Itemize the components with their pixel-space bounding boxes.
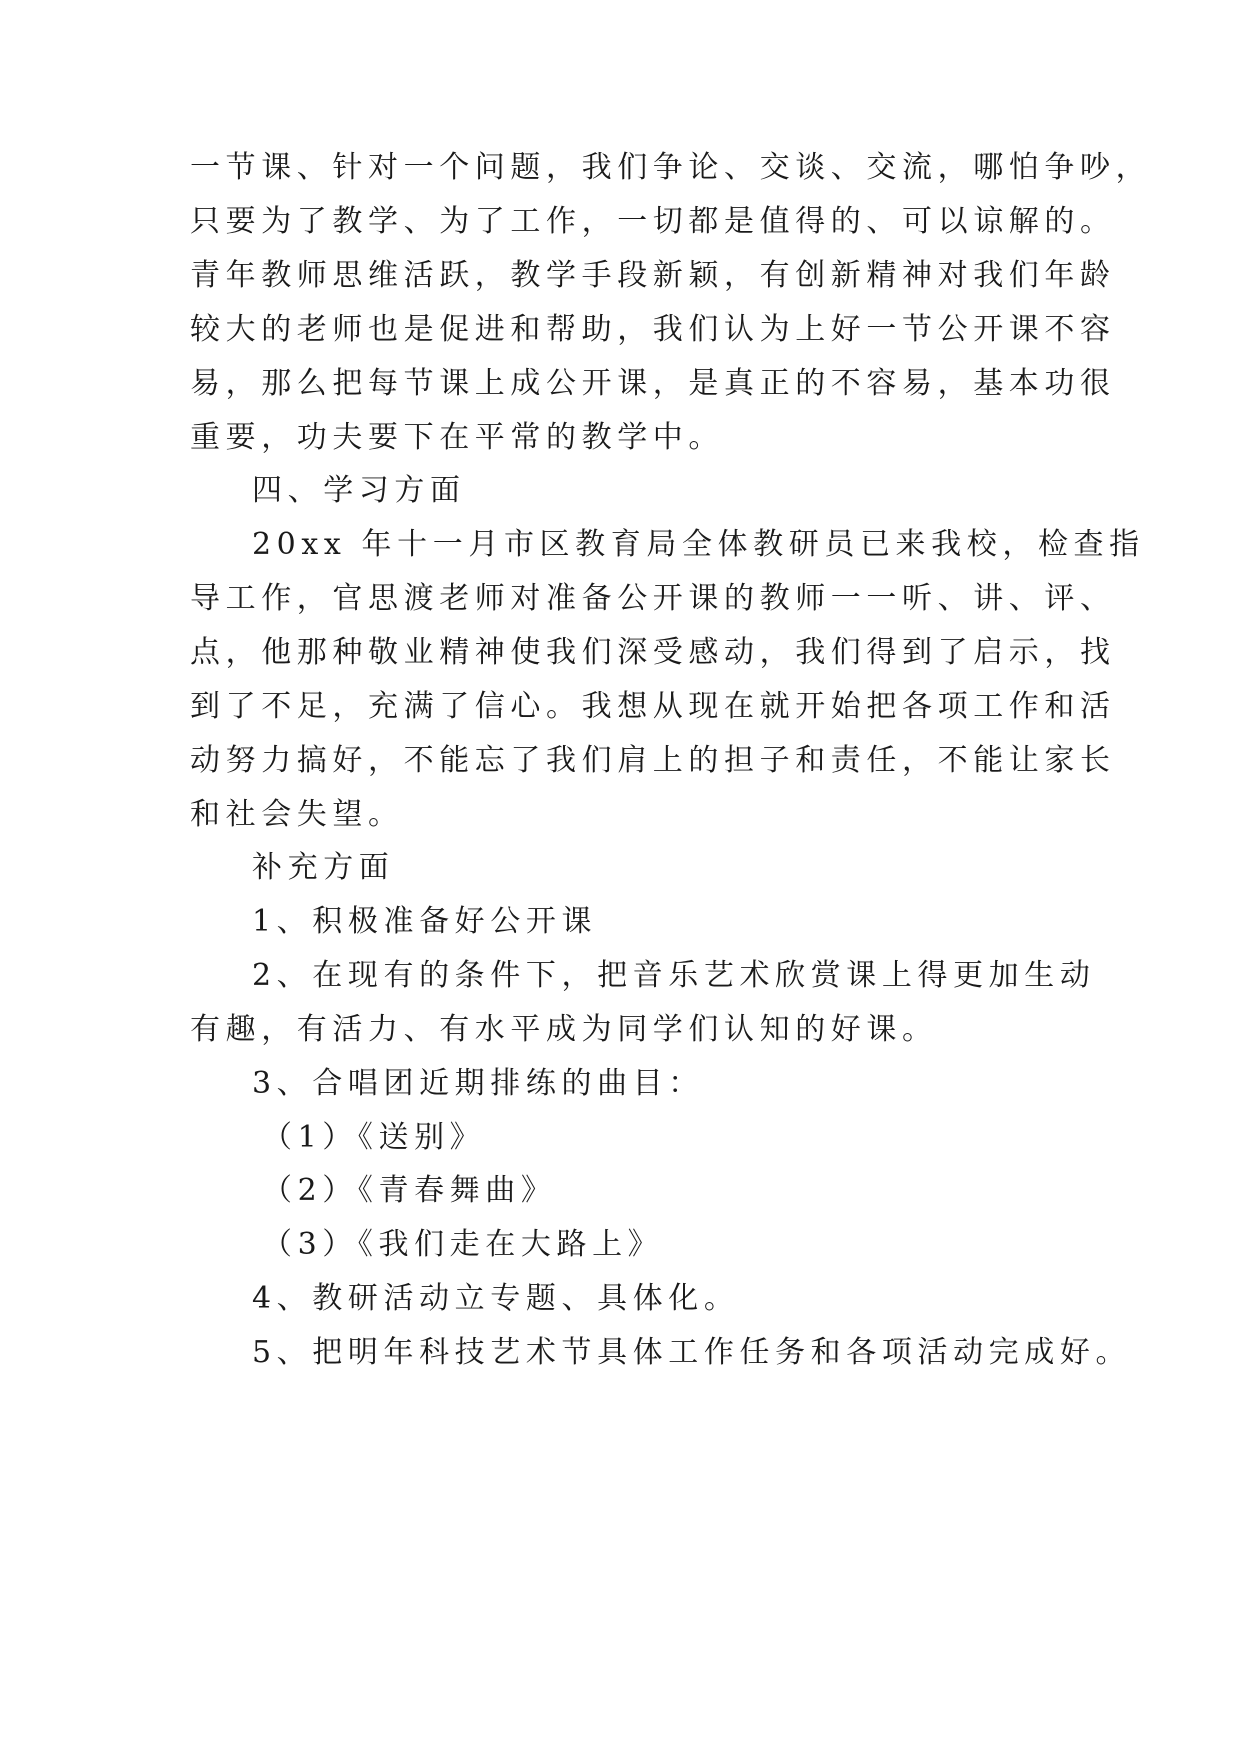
sub-list-item: （2）《青春舞曲》 (262, 1173, 557, 1208)
text-line: 较大的老师也是促进和帮助，我们认为上好一节公开课不容 (190, 312, 1116, 347)
text-line: 到了不足，充满了信心。我想从现在就开始把各项工作和活 (190, 689, 1116, 724)
text-line: 20xx 年十一月市区教育局全体教研员已来我校，检查指 (252, 527, 1145, 562)
sub-list-item: （3）《我们走在大路上》 (262, 1227, 664, 1262)
list-item: 5、把明年科技艺术节具体工作任务和各项活动完成好。 (252, 1335, 1132, 1370)
text-line: 易，那么把每节课上成公开课，是真正的不容易，基本功很 (190, 366, 1116, 401)
list-item: 3、合唱团近期排练的曲目： (252, 1066, 704, 1101)
text-line: 青年教师思维活跃，教学手段新颖，有创新精神对我们年龄 (190, 258, 1116, 293)
list-item: 2、在现有的条件下，把音乐艺术欣赏课上得更加生动 (252, 958, 1096, 993)
text-line: 有趣，有活力、有水平成为同学们认知的好课。 (190, 1012, 938, 1047)
text-line: 只要为了教学、为了工作，一切都是值得的、可以谅解的。 (190, 204, 1116, 239)
text-line: 动努力搞好，不能忘了我们肩上的担子和责任，不能让家长 (190, 743, 1116, 778)
list-item: 4、教研活动立专题、具体化。 (252, 1281, 740, 1316)
text-line: 导工作，官思渡老师对准备公开课的教师一一听、讲、评、 (190, 581, 1116, 616)
text-line: 和社会失望。 (190, 797, 404, 832)
section-heading: 四、学习方面 (252, 473, 466, 508)
list-item: 1、积极准备好公开课 (252, 904, 598, 939)
sub-list-item: （1）《送别》 (262, 1120, 486, 1155)
text-line: 重要，功夫要下在平常的教学中。 (190, 420, 724, 455)
text-line: 点，他那种敬业精神使我们深受感动，我们得到了启示，找 (190, 635, 1116, 670)
text-line: 一节课、针对一个问题，我们争论、交谈、交流，哪怕争吵， (190, 150, 1152, 185)
section-heading: 补充方面 (252, 850, 395, 885)
